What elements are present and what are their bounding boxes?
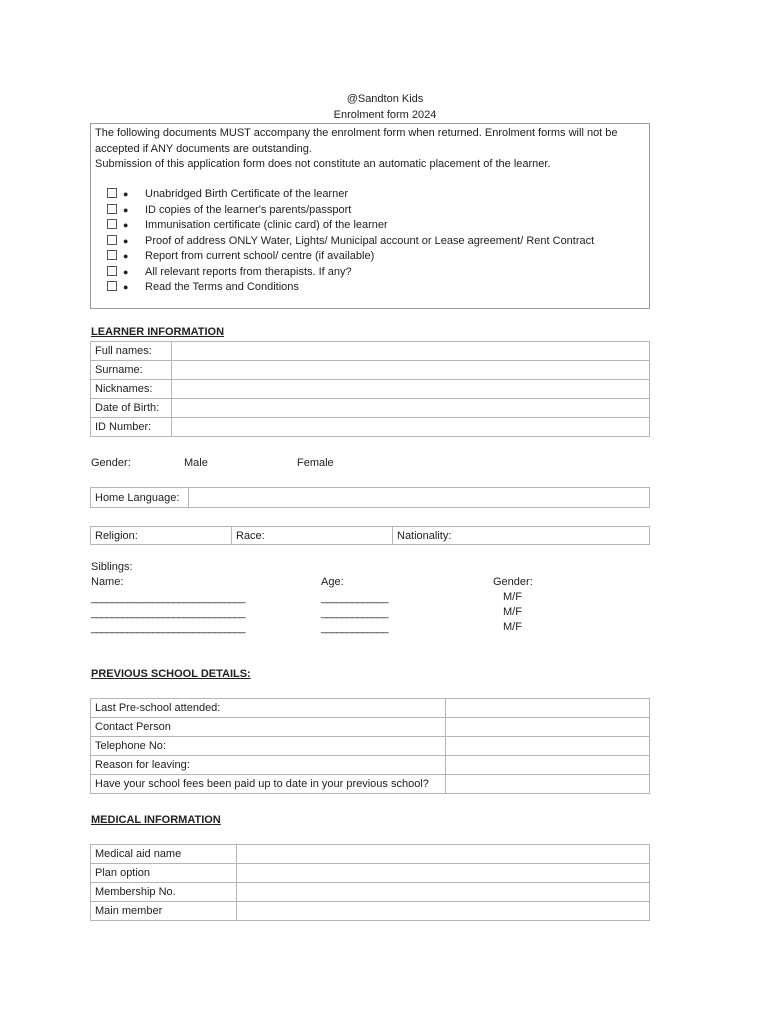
reason-for-leaving-input[interactable] xyxy=(446,756,650,775)
medical-heading: MEDICAL INFORMATION xyxy=(91,814,221,826)
previous-school-table xyxy=(90,698,650,794)
learner-table xyxy=(90,341,650,437)
checkbox[interactable] xyxy=(107,204,117,214)
id-number-input[interactable] xyxy=(172,418,650,437)
checkbox[interactable] xyxy=(107,235,117,245)
field-label: Membership No. xyxy=(91,883,237,902)
form-title: Enrolment form 2024 xyxy=(333,109,437,121)
field-label: Last Pre-school attended: xyxy=(91,699,446,718)
membership-number-input[interactable] xyxy=(237,883,650,902)
checklist-label: ID copies of the learner's parents/passport xyxy=(145,203,352,216)
bullet-icon: ● xyxy=(123,235,129,246)
race-field[interactable]: Race: xyxy=(232,527,393,545)
learner-heading: LEARNER INFORMATION xyxy=(91,326,225,338)
table-row xyxy=(91,488,650,508)
table-row xyxy=(91,864,650,883)
home-language-table xyxy=(90,487,650,508)
plan-option-input[interactable] xyxy=(237,864,650,883)
medical-aid-name-input[interactable] xyxy=(237,845,650,864)
checklist-item xyxy=(107,218,594,234)
sibling-age-line[interactable]: _____________ xyxy=(321,622,388,634)
bullet-icon: ● xyxy=(123,251,129,261)
sibling-age-label: Age: xyxy=(321,576,344,588)
checklist-label: Immunisation certificate (clinic card) of the learner xyxy=(145,219,388,231)
table-row xyxy=(91,699,650,718)
table-row xyxy=(91,418,650,437)
home-language-input[interactable] xyxy=(189,488,650,508)
sibling-gender-label: Gender: xyxy=(493,576,533,588)
gender-label: Gender: xyxy=(91,457,131,469)
sibling-age-line[interactable]: _____________ xyxy=(321,592,388,604)
bullet-icon: ● xyxy=(123,189,129,199)
school-name: @Sandton Kids xyxy=(346,93,424,105)
table-row xyxy=(91,380,650,399)
table-row xyxy=(91,399,650,418)
sibling-name-line[interactable]: ______________________________ xyxy=(91,607,245,619)
table-row xyxy=(91,361,650,380)
last-preschool-input[interactable] xyxy=(446,699,650,718)
previous-school-heading: PREVIOUS SCHOOL DETAILS: xyxy=(91,668,251,680)
field-label: Plan option xyxy=(91,864,237,883)
checklist-label: Unabridged Birth Certificate of the learner xyxy=(145,188,348,200)
checklist-item xyxy=(107,249,594,265)
bullet-icon: ● xyxy=(123,204,129,215)
field-label: Date of Birth: xyxy=(91,399,172,418)
telephone-input[interactable] xyxy=(446,737,650,756)
religion-race-nationality-table xyxy=(90,526,650,545)
date-of-birth-input[interactable] xyxy=(172,399,650,418)
table-row xyxy=(91,737,650,756)
table-row xyxy=(91,883,650,902)
field-label: Home Language: xyxy=(91,488,189,508)
checklist-item xyxy=(107,280,594,296)
religion-field[interactable]: Religion: xyxy=(91,527,232,545)
checklist-label: Report from current school/ centre (if available) xyxy=(145,250,375,262)
nationality-field[interactable]: Nationality: xyxy=(393,527,650,545)
checklist-label: Read the Terms and Conditions xyxy=(145,281,299,293)
sibling-gender-option[interactable]: M/F xyxy=(503,591,522,603)
field-label: Telephone No: xyxy=(91,737,446,756)
sibling-age-line[interactable]: _____________ xyxy=(321,607,388,619)
checklist-label: Proof of address ONLY Water, Lights/ Municipal account or Lease agreement/ Rent Contract xyxy=(145,234,595,247)
table-row xyxy=(91,756,650,775)
field-label: Nicknames: xyxy=(91,380,172,399)
field-label: Have your school fees been paid up to date in your previous school? xyxy=(91,775,446,794)
checkbox[interactable] xyxy=(107,219,117,229)
nicknames-input[interactable] xyxy=(172,380,650,399)
field-label: ID Number: xyxy=(91,418,172,437)
surname-input[interactable] xyxy=(172,361,650,380)
field-label: Reason for leaving: xyxy=(91,756,446,775)
bullet-icon: ● xyxy=(123,220,129,230)
fees-paid-input[interactable] xyxy=(446,775,650,794)
checklist-item xyxy=(107,203,594,219)
table-row xyxy=(91,718,650,737)
checklist-label: All relevant reports from therapists. If any? xyxy=(145,265,352,278)
table-row xyxy=(91,845,650,864)
field-label: Full names: xyxy=(91,342,172,361)
document-checklist xyxy=(107,187,594,296)
sibling-name-line[interactable]: ______________________________ xyxy=(91,622,245,634)
table-row xyxy=(91,902,650,921)
siblings-label: Siblings: xyxy=(91,561,133,573)
main-member-input[interactable] xyxy=(237,902,650,921)
requirements-intro: The following documents MUST accompany the enrolment form when returned. Enrolment forms will not be accepted if ANY documents are outstanding. xyxy=(95,127,618,155)
field-label: Surname: xyxy=(91,361,172,380)
sibling-gender-option[interactable]: M/F xyxy=(503,606,522,618)
table-row xyxy=(91,775,650,794)
requirements-note: Submission of this application form does not constitute an automatic placement of the learner. xyxy=(95,158,551,170)
requirements-box xyxy=(90,123,650,309)
gender-male-option[interactable]: Male xyxy=(184,457,208,469)
sibling-gender-option[interactable]: M/F xyxy=(503,621,522,633)
bullet-icon: ● xyxy=(123,282,129,292)
checklist-item xyxy=(107,187,594,203)
sibling-name-line[interactable]: ______________________________ xyxy=(91,592,245,604)
bullet-icon: ● xyxy=(123,266,129,277)
field-label: Main member xyxy=(91,902,237,921)
field-label: Medical aid name xyxy=(91,845,237,864)
full-names-input[interactable] xyxy=(172,342,650,361)
medical-table xyxy=(90,844,650,921)
checkbox[interactable] xyxy=(107,250,117,260)
table-row xyxy=(91,342,650,361)
checkbox[interactable] xyxy=(107,266,117,276)
field-label: Contact Person xyxy=(91,718,446,737)
gender-female-option[interactable]: Female xyxy=(297,457,334,469)
contact-person-input[interactable] xyxy=(446,718,650,737)
table-row xyxy=(91,527,650,545)
sibling-name-label: Name: xyxy=(91,576,124,588)
checkbox[interactable] xyxy=(107,281,117,291)
checklist-item xyxy=(107,234,594,250)
checkbox[interactable] xyxy=(107,188,117,198)
checklist-item xyxy=(107,265,594,281)
